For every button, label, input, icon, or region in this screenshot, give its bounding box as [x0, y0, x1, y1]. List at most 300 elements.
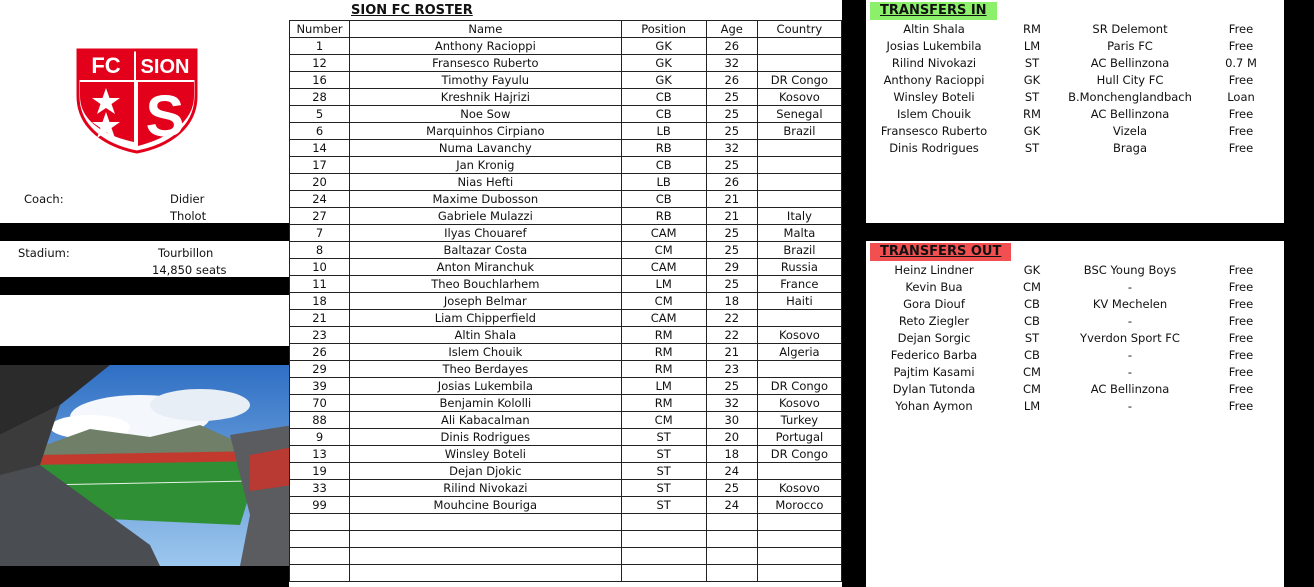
roster-panel	[289, 0, 842, 587]
transfer-row	[866, 106, 1284, 123]
cell-name: Gabriele Mulazzi	[350, 208, 621, 225]
cell-name: Winsley Boteli	[350, 446, 621, 463]
club-info-panel	[0, 0, 289, 223]
cell-country: Turkey	[757, 412, 841, 429]
cell-position: LM	[621, 378, 706, 395]
club-name: Yverdon Sport FC	[1080, 331, 1180, 345]
table-row	[290, 361, 842, 378]
table-row	[290, 140, 842, 157]
transfer-fee: Free	[1228, 348, 1254, 362]
cell-position: RB	[621, 140, 706, 157]
cell-age	[706, 548, 757, 565]
header-country: Country	[757, 21, 841, 38]
cell-number: 24	[290, 191, 350, 208]
cell-position: CAM	[621, 310, 706, 327]
cell-number: 39	[290, 378, 350, 395]
header-number: Number	[290, 21, 350, 38]
transfer-fee: Free	[1228, 399, 1254, 413]
table-row	[290, 225, 842, 242]
table-row	[290, 72, 842, 89]
cell-country	[757, 531, 841, 548]
cell-position: ST	[621, 463, 706, 480]
stadium-capacity: 14,850 seats	[152, 263, 227, 277]
transfer-fee: Free	[1228, 124, 1254, 138]
transfer-row	[866, 381, 1284, 398]
player-position: CB	[1024, 348, 1040, 362]
cell-age: 21	[706, 191, 757, 208]
cell-name: Fransesco Ruberto	[350, 55, 621, 72]
transfer-fee: Free	[1228, 280, 1254, 294]
club-name: -	[1127, 280, 1133, 294]
transfer-row	[866, 398, 1284, 415]
player-position: CM	[1023, 365, 1041, 379]
cell-position	[621, 514, 706, 531]
cell-country	[757, 174, 841, 191]
table-row	[290, 55, 842, 72]
cell-number: 88	[290, 412, 350, 429]
cell-country: Algeria	[757, 344, 841, 361]
cell-number: 27	[290, 208, 350, 225]
cell-age: 25	[706, 123, 757, 140]
header-age: Age	[706, 21, 757, 38]
cell-position: CB	[621, 89, 706, 106]
table-row	[290, 412, 842, 429]
table-row	[290, 514, 842, 531]
cell-number: 29	[290, 361, 350, 378]
stadium-photo	[0, 365, 293, 566]
cell-number: 33	[290, 480, 350, 497]
cell-country	[757, 157, 841, 174]
club-name: Braga	[1112, 141, 1147, 155]
transfer-fee: Free	[1228, 314, 1254, 328]
cell-country	[757, 361, 841, 378]
transfer-fee: Free	[1228, 365, 1254, 379]
player-position: ST	[1024, 141, 1040, 155]
header-name: Name	[350, 21, 621, 38]
cell-position: CM	[621, 412, 706, 429]
player-position: RM	[1023, 22, 1041, 36]
cell-age: 21	[706, 344, 757, 361]
cell-age	[706, 514, 757, 531]
table-row	[290, 310, 842, 327]
cell-age: 24	[706, 497, 757, 514]
club-name: -	[1127, 314, 1133, 328]
logo-text-left: FC	[91, 53, 121, 78]
cell-position: LB	[621, 123, 706, 140]
cell-country: Portugal	[757, 429, 841, 446]
transfer-fee: Free	[1228, 107, 1254, 121]
cell-name: Mouhcine Bouriga	[350, 497, 621, 514]
cell-name	[350, 548, 621, 565]
transfer-fee: Free	[1228, 382, 1254, 396]
cell-age: 24	[706, 463, 757, 480]
club-name: Vizela	[1112, 124, 1148, 138]
club-name: AC Bellinzona	[1090, 56, 1170, 70]
cell-number	[290, 531, 350, 548]
cell-position: CB	[621, 157, 706, 174]
cell-name: Timothy Fayulu	[350, 72, 621, 89]
cell-country	[757, 565, 841, 582]
player-name: Anthony Racioppi	[883, 73, 985, 87]
transfer-row	[866, 21, 1284, 38]
cell-country	[757, 514, 841, 531]
club-name: B.Monchenglandbach	[1068, 90, 1192, 104]
cell-position: ST	[621, 497, 706, 514]
transfer-row	[866, 38, 1284, 55]
transfers-out-panel	[866, 241, 1284, 587]
cell-position: LB	[621, 174, 706, 191]
transfer-fee: Free	[1228, 22, 1254, 36]
cell-name: Kreshnik Hajrizi	[350, 89, 621, 106]
cell-name: Baltazar Costa	[350, 242, 621, 259]
cell-age: 26	[706, 72, 757, 89]
table-row	[290, 259, 842, 276]
cell-number: 28	[290, 89, 350, 106]
player-name: Fransesco Ruberto	[880, 124, 988, 138]
player-name: Kevin Bua	[905, 280, 963, 294]
cell-number	[290, 514, 350, 531]
cell-position: CM	[621, 293, 706, 310]
table-row	[290, 106, 842, 123]
transfer-fee: 0.7 M	[1225, 56, 1257, 70]
roster-table	[289, 20, 842, 582]
table-row	[290, 157, 842, 174]
cell-country	[757, 191, 841, 208]
table-row	[290, 327, 842, 344]
player-name: Gora Diouf	[903, 297, 965, 311]
cell-age: 21	[706, 208, 757, 225]
transfer-row	[866, 296, 1284, 313]
cell-country: Morocco	[757, 497, 841, 514]
cell-name	[350, 514, 621, 531]
cell-name: Benjamin Kololli	[350, 395, 621, 412]
player-name: Dinis Rodrigues	[889, 141, 979, 155]
cell-name: Dejan Djokic	[350, 463, 621, 480]
table-row	[290, 38, 842, 55]
cell-name: Maxime Dubosson	[350, 191, 621, 208]
cell-age: 25	[706, 378, 757, 395]
cell-position: GK	[621, 38, 706, 55]
transfer-row	[866, 72, 1284, 89]
cell-age: 22	[706, 327, 757, 344]
cell-age: 26	[706, 174, 757, 191]
table-row	[290, 344, 842, 361]
cell-country: DR Congo	[757, 378, 841, 395]
transfer-row	[866, 123, 1284, 140]
cell-position: CB	[621, 191, 706, 208]
cell-country: Kosovo	[757, 89, 841, 106]
player-position: ST	[1024, 90, 1040, 104]
transfers-out-title: TRANSFERS OUT	[870, 243, 1011, 261]
table-row	[290, 480, 842, 497]
player-position: GK	[1023, 124, 1041, 138]
cell-name: Noe Sow	[350, 106, 621, 123]
cell-number: 16	[290, 72, 350, 89]
player-position: CM	[1023, 280, 1041, 294]
cell-age: 22	[706, 310, 757, 327]
blank-panel	[0, 295, 289, 346]
coach-label: Coach:	[24, 192, 64, 206]
player-name: Winsley Boteli	[893, 90, 975, 104]
player-name: Pajtim Kasami	[893, 365, 975, 379]
cell-position	[621, 565, 706, 582]
cell-position: GK	[621, 55, 706, 72]
player-name: Heinz Lindner	[894, 263, 974, 277]
cell-number: 23	[290, 327, 350, 344]
transfers-in-panel	[866, 0, 1284, 223]
table-row	[290, 446, 842, 463]
club-name: -	[1127, 365, 1133, 379]
table-row	[290, 565, 842, 582]
cell-country: Haiti	[757, 293, 841, 310]
player-position: RM	[1023, 107, 1041, 121]
cell-age: 25	[706, 89, 757, 106]
cell-country: Malta	[757, 225, 841, 242]
cell-name: Marquinhos Cirpiano	[350, 123, 621, 140]
cell-position: GK	[621, 72, 706, 89]
table-row	[290, 378, 842, 395]
table-row	[290, 276, 842, 293]
cell-position: RM	[621, 395, 706, 412]
cell-age: 25	[706, 225, 757, 242]
transfer-fee: Free	[1228, 73, 1254, 87]
cell-country: Senegal	[757, 106, 841, 123]
cell-name: Rilind Nivokazi	[350, 480, 621, 497]
club-name: KV Mechelen	[1092, 297, 1168, 311]
cell-age: 25	[706, 480, 757, 497]
cell-age: 32	[706, 395, 757, 412]
cell-name: Joseph Belmar	[350, 293, 621, 310]
player-name: Josias Lukembila	[886, 39, 982, 53]
cell-age: 26	[706, 38, 757, 55]
cell-position	[621, 548, 706, 565]
cell-name: Islem Chouik	[350, 344, 621, 361]
player-position: GK	[1023, 263, 1041, 277]
cell-number: 19	[290, 463, 350, 480]
logo-text-right: SION	[140, 56, 190, 78]
stadium-label: Stadium:	[18, 246, 70, 260]
cell-name: Josias Lukembila	[350, 378, 621, 395]
player-position: GK	[1023, 73, 1041, 87]
transfer-row	[866, 313, 1284, 330]
cell-country	[757, 548, 841, 565]
cell-position: ST	[621, 480, 706, 497]
cell-name: Nias Hefti	[350, 174, 621, 191]
cell-age: 25	[706, 276, 757, 293]
cell-name: Anthony Racioppi	[350, 38, 621, 55]
cell-name: Ilyas Chouaref	[350, 225, 621, 242]
club-name: -	[1127, 399, 1133, 413]
table-row	[290, 531, 842, 548]
table-row	[290, 395, 842, 412]
player-name: Federico Barba	[890, 348, 978, 362]
cell-country: France	[757, 276, 841, 293]
transfer-fee: Free	[1228, 297, 1254, 311]
player-position: CB	[1024, 314, 1040, 328]
cell-age: 25	[706, 242, 757, 259]
stadium-info	[0, 241, 289, 277]
cell-country	[757, 55, 841, 72]
cell-number: 12	[290, 55, 350, 72]
cell-number: 10	[290, 259, 350, 276]
cell-position: RM	[621, 327, 706, 344]
transfer-row	[866, 279, 1284, 296]
table-row	[290, 497, 842, 514]
cell-number: 20	[290, 174, 350, 191]
player-position: CM	[1023, 382, 1041, 396]
cell-age: 29	[706, 259, 757, 276]
cell-position: ST	[621, 446, 706, 463]
cell-country: Brazil	[757, 123, 841, 140]
roster-header-row	[290, 21, 842, 38]
cell-country	[757, 463, 841, 480]
cell-position: RM	[621, 361, 706, 378]
coach-last-name: Tholot	[170, 209, 207, 223]
transfer-fee: Free	[1228, 141, 1254, 155]
table-row	[290, 293, 842, 310]
transfer-row	[866, 89, 1284, 106]
cell-number: 70	[290, 395, 350, 412]
cell-number	[290, 565, 350, 582]
cell-age	[706, 531, 757, 548]
cell-number: 6	[290, 123, 350, 140]
cell-position: CM	[621, 242, 706, 259]
cell-country: DR Congo	[757, 72, 841, 89]
cell-age: 18	[706, 446, 757, 463]
player-name: Yohan Aymon	[895, 399, 973, 413]
transfers-in-title: TRANSFERS IN	[870, 2, 997, 20]
cell-name: Ali Kabacalman	[350, 412, 621, 429]
player-position: LM	[1023, 399, 1041, 413]
stadium-name: Tourbillon	[158, 246, 214, 260]
player-name: Dylan Tutonda	[892, 382, 976, 396]
cell-number: 14	[290, 140, 350, 157]
transfer-row	[866, 330, 1284, 347]
cell-country: Kosovo	[757, 327, 841, 344]
transfer-fee: Loan	[1227, 90, 1255, 104]
cell-number: 21	[290, 310, 350, 327]
club-name: AC Bellinzona	[1090, 107, 1170, 121]
club-name: SR Delemont	[1092, 22, 1168, 36]
cell-country	[757, 310, 841, 327]
cell-age	[706, 565, 757, 582]
transfer-row	[866, 140, 1284, 157]
cell-number: 18	[290, 293, 350, 310]
cell-country: Kosovo	[757, 395, 841, 412]
table-row	[290, 463, 842, 480]
cell-name	[350, 565, 621, 582]
cell-age: 23	[706, 361, 757, 378]
table-row	[290, 548, 842, 565]
player-name: Altin Shala	[903, 22, 965, 36]
cell-position: CB	[621, 106, 706, 123]
roster-title: SION FC ROSTER	[351, 3, 473, 18]
cell-name: Numa Lavanchy	[350, 140, 621, 157]
cell-position: RB	[621, 208, 706, 225]
cell-number: 5	[290, 106, 350, 123]
cell-name	[350, 531, 621, 548]
table-row	[290, 242, 842, 259]
cell-number: 9	[290, 429, 350, 446]
cell-position	[621, 531, 706, 548]
transfer-row	[866, 364, 1284, 381]
cell-number: 8	[290, 242, 350, 259]
table-row	[290, 89, 842, 106]
cell-name: Theo Bouchlarhem	[350, 276, 621, 293]
transfer-fee: Free	[1228, 331, 1254, 345]
cell-age: 30	[706, 412, 757, 429]
table-row	[290, 208, 842, 225]
player-name: Islem Chouik	[896, 107, 971, 121]
player-name: Rilind Nivokazi	[891, 56, 977, 70]
transfer-fee: Free	[1228, 263, 1254, 277]
club-name: AC Bellinzona	[1090, 382, 1170, 396]
cell-country: Brazil	[757, 242, 841, 259]
cell-number: 26	[290, 344, 350, 361]
cell-age: 32	[706, 55, 757, 72]
cell-name: Theo Berdayes	[350, 361, 621, 378]
cell-age: 18	[706, 293, 757, 310]
cell-country	[757, 140, 841, 157]
cell-number	[290, 548, 350, 565]
coach-first-name: Didier	[170, 192, 205, 206]
player-position: ST	[1024, 56, 1040, 70]
cell-name: Altin Shala	[350, 327, 621, 344]
cell-number: 7	[290, 225, 350, 242]
logo-big-letter: S	[145, 84, 185, 149]
cell-position: CAM	[621, 259, 706, 276]
cell-number: 1	[290, 38, 350, 55]
fc-sion-logo	[76, 48, 198, 154]
transfer-fee: Free	[1228, 39, 1254, 53]
cell-number: 13	[290, 446, 350, 463]
cell-name: Jan Kronig	[350, 157, 621, 174]
player-position: LM	[1023, 39, 1041, 53]
cell-age: 20	[706, 429, 757, 446]
cell-name: Liam Chipperfield	[350, 310, 621, 327]
cell-name: Dinis Rodrigues	[350, 429, 621, 446]
cell-country: Russia	[757, 259, 841, 276]
cell-country: Kosovo	[757, 480, 841, 497]
club-name: -	[1127, 348, 1133, 362]
cell-country: DR Congo	[757, 446, 841, 463]
header-position: Position	[621, 21, 706, 38]
cell-age: 25	[706, 157, 757, 174]
player-position: ST	[1024, 331, 1040, 345]
table-row	[290, 174, 842, 191]
transfer-row	[866, 262, 1284, 279]
cell-position: LM	[621, 276, 706, 293]
player-name: Reto Ziegler	[898, 314, 970, 328]
cell-position: ST	[621, 429, 706, 446]
club-name: BSC Young Boys	[1083, 263, 1177, 277]
player-name: Dejan Sorgic	[897, 331, 971, 345]
club-name: Hull City FC	[1096, 73, 1164, 87]
table-row	[290, 191, 842, 208]
cell-position: CAM	[621, 225, 706, 242]
table-row	[290, 429, 842, 446]
table-row	[290, 123, 842, 140]
cell-position: RM	[621, 344, 706, 361]
cell-name: Anton Miranchuk	[350, 259, 621, 276]
cell-number: 17	[290, 157, 350, 174]
cell-age: 32	[706, 140, 757, 157]
transfer-row	[866, 347, 1284, 364]
club-name: Paris FC	[1107, 39, 1153, 53]
cell-number: 99	[290, 497, 350, 514]
cell-country: Italy	[757, 208, 841, 225]
transfer-row	[866, 55, 1284, 72]
